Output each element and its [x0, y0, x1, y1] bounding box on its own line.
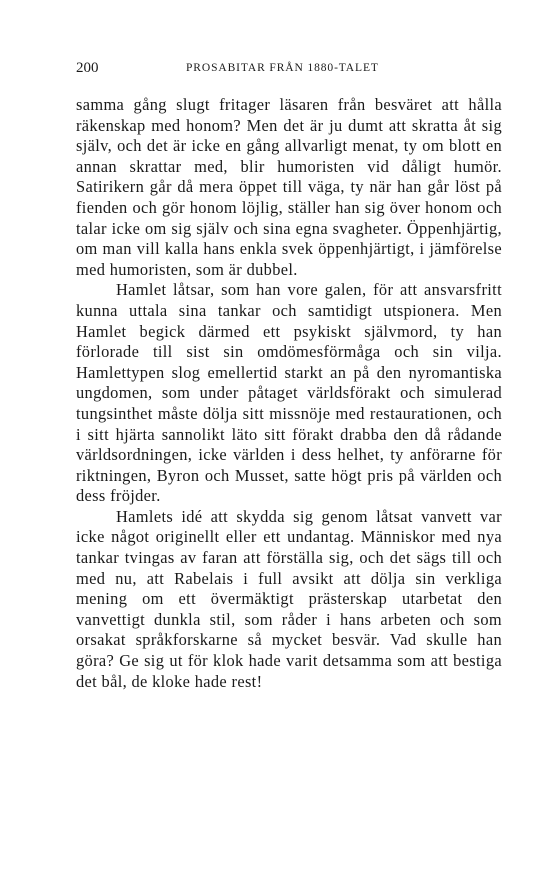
running-head: [76, 60, 502, 80]
paragraph-1: samma gång slugt fritager läsaren från besväret att hålla räkenskap med honom? Men det är ju dumt att skratta åt sig själv, och det är icke en gång allvarligt menat, ty om blott en annan skrattar med, blir humoristen vid dåligt humör. Satirikern går då mera öppet till väga, ty när han går löst på fienden och gör honom löjlig, ställer han sig över honom och talar icke om sig själv och sina egna svagheter. Öppenhjärtig, om man vill kalla hans enkla svek öppenhjärtigt, i jämförelse med humoristen, som är dubbel.: [76, 95, 502, 279]
running-head-title: PROSABITAR FRÅN 1880-TALET: [186, 62, 379, 74]
paragraph-2: Hamlet låtsar, som han vore galen, för att ansvarsfritt kunna uttala sina tankar och samtidigt utspionera. Men Hamlet begick därmed ett psykiskt självmord, ty han förlorade till sist sin omdömesförmåga och sin vilja. Hamlettypen slog emellertid starkt an på den nyromantiska ungdomen, som under påtaget världsförakt och simulerad tungsinthet måste dölja sitt missnöje med restaurationen, och i sitt hjärta sannolikt läto sitt förakt drabba den då rådande världsordningen, icke världen i dess helhet, ty anförarne för riktningen, Byron och Musset, satte högt pris på världen och dess fröjder.: [76, 280, 502, 506]
body-text: [76, 95, 502, 692]
paragraph-3: Hamlets idé att skydda sig genom låtsat vanvett var icke något originellt eller ett undantag. Människor med nya tankar tvingas av faran att förställa sig, och det sägs till och med nu, att Rabelais i full avsikt att dölja sin verkliga mening om ett övermäktigt prästerskap utarbetat den vanvettigt dunkla stil, som råder i hans arbeten och som orsakat språkforskarne så mycket besvär. Vad skulle han göra? Ge sig ut för klok hade varit detsamma som att bestiga det bål, de kloke hade rest!: [76, 506, 502, 691]
page-number: 200: [76, 60, 99, 76]
